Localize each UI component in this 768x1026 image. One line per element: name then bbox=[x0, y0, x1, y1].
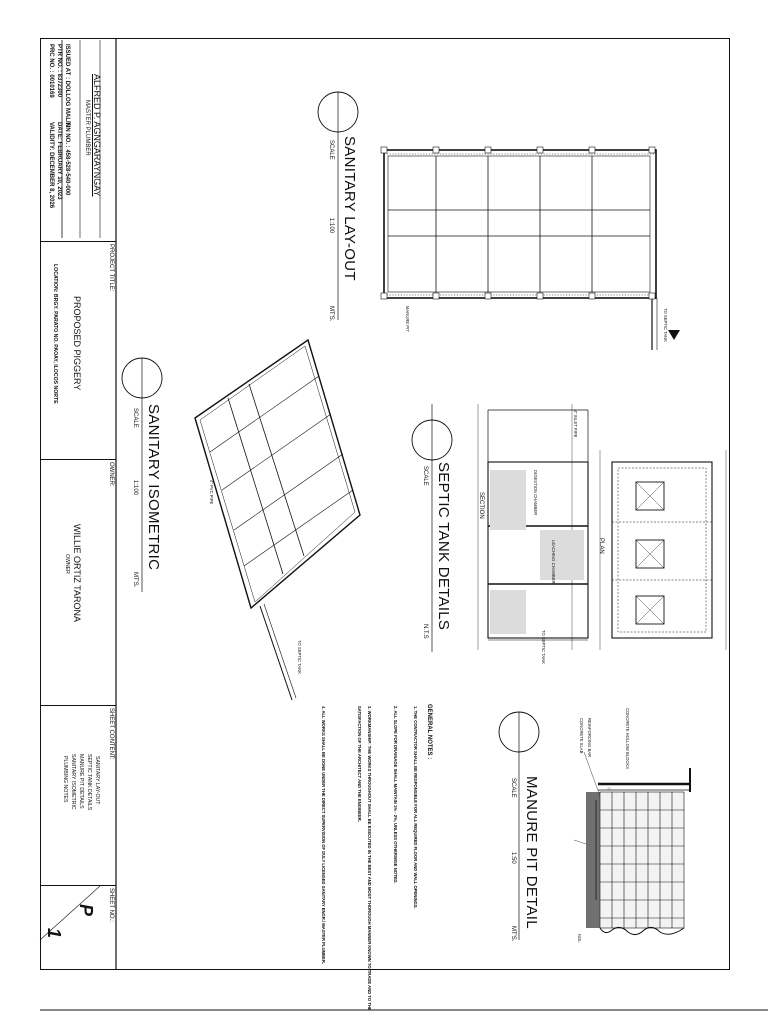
sheet-number: 1 bbox=[44, 928, 64, 939]
layout-note-septic: TO SEPTIC TANK bbox=[663, 308, 668, 342]
plumber-role: MASTER PLUMBER bbox=[84, 100, 90, 156]
layout-unit: MT'S. bbox=[328, 306, 334, 322]
manure-note-slab: CONCRETE SLAB bbox=[579, 718, 584, 754]
sheet-content-item: MANURE PIT DETAILS bbox=[78, 754, 84, 809]
septic-unit: N.T.S bbox=[422, 624, 428, 639]
layout-scale: 1:100 bbox=[328, 218, 334, 234]
general-note: 4. ALL WORKS SHALL BE DONE UNDER THE DIRECT SUPERVISION OF DULY LICENSED SANITARY ENGR./ MASTER PLUMBER. bbox=[321, 706, 326, 965]
isometric-scale: 1:100 bbox=[132, 480, 138, 496]
layout-title: SANITARY LAY-OUT bbox=[341, 136, 358, 281]
sheet-content-item: SANITARY ISOMETRIC bbox=[70, 754, 76, 810]
septic-plan-label: PLAN bbox=[598, 538, 604, 554]
manure-note-chb: CONCRETE HOLLOW BLOCKS bbox=[625, 708, 630, 769]
septic-title: SEPTIC TANK DETAILS bbox=[435, 462, 452, 631]
sheet-content-item: PLUMBING NOTES bbox=[62, 756, 68, 803]
general-note: 2. ALL SLOPE FOR DRAINAGE SHALL MAINTAIN 1% - 2%, UNLESS OTHERWISE NOTED. bbox=[393, 706, 398, 884]
manure-pit-block-grid bbox=[586, 792, 684, 935]
manure-note-ngl: NGL bbox=[577, 934, 582, 943]
sheet-letter: P bbox=[76, 904, 96, 917]
manure-scale: 1:50 bbox=[510, 852, 516, 864]
isometric-note-pipe: 4" PVC PIPE bbox=[209, 480, 214, 505]
manure-title: MANURE PIT DETAIL bbox=[523, 776, 540, 929]
isometric-unit: MT'S. bbox=[132, 572, 138, 588]
project-title-label: PROJECT TITLE: bbox=[108, 244, 114, 292]
septic-note-inlet: 4" INLET PIPE bbox=[573, 410, 578, 438]
isometric-scale-label: SCALE bbox=[132, 408, 138, 428]
ptr-number: PTR NO. : 8372300 bbox=[56, 44, 62, 98]
manure-note-rebar: REINFORCING BAR bbox=[587, 718, 592, 758]
owner-name: WILLIE ORTIZ TARONA bbox=[72, 524, 82, 623]
owner-role: OWNER bbox=[64, 554, 70, 574]
sheet-content-label: SHEET CONTENT: bbox=[108, 708, 114, 760]
validity: VALIDITY: DECEMBER 8, 2026 bbox=[48, 122, 54, 209]
layout-scale-label: SCALE bbox=[328, 140, 334, 160]
general-note: 3. WORKMANSHIP: THE WORKS THROUGHOUT SHALL BE EXECUTED IN THE BEST AND MOST THOROUGH MANNER KNOWN TO TRADE AND TO THE SATISFACTION OF THE ARCHITECT AND THE ENGINEER. bbox=[357, 706, 372, 1011]
septic-note-leaching: LEACHING CHAMBER bbox=[551, 540, 556, 584]
tin-number: TIN NO. : 458-528-540-000 bbox=[64, 122, 70, 196]
sheet-content-item: SANITARY LAY-OUT bbox=[94, 756, 100, 805]
septic-scale-label: SCALE bbox=[422, 466, 428, 486]
manure-scale-label: SCALE bbox=[510, 778, 516, 798]
sheet-number-label: SHEET NO.: bbox=[108, 888, 114, 922]
isometric-note-septic: TO SEPTIC TANK bbox=[297, 640, 302, 674]
septic-note-digestion: DIGESTION CHAMBER bbox=[533, 470, 538, 516]
plumber-name: ALFRED P. AGNGARAYNGAY bbox=[92, 74, 102, 197]
manure-unit: MT'S. bbox=[510, 926, 516, 942]
septic-note-outlet: TO SEPTIC TANK bbox=[541, 630, 546, 664]
issued-at: ISSUED AT : DOLLOG MALIN bbox=[64, 44, 70, 127]
general-notes-heading: GENERAL NOTES : bbox=[426, 704, 432, 760]
general-note: 1. THE CONTRACTOR SHALL BE RESPONSIBLE FOR ALL REQUIRED FLOOR AND WALL OPENINGS. bbox=[413, 706, 418, 909]
date: DATE: FEBRUARY 10, 2023 bbox=[56, 122, 62, 200]
project-title: PROPOSED PIGGERY bbox=[72, 296, 82, 391]
layout-note-manure: MANURE PIT bbox=[405, 306, 410, 332]
prc-number: PRC NO. : 0010169 bbox=[48, 44, 54, 98]
owner-label: OWNER: bbox=[108, 462, 114, 487]
isometric-title: SANITARY ISOMETRIC bbox=[145, 404, 162, 571]
project-location: LOCATION: BRGY. PARATO NO. PAOAY, ILOCOS NORTE bbox=[52, 264, 58, 404]
sheet-content-item: SEPTIC TANK DETAILS bbox=[86, 754, 92, 811]
septic-section-label: SECTION bbox=[478, 492, 484, 519]
